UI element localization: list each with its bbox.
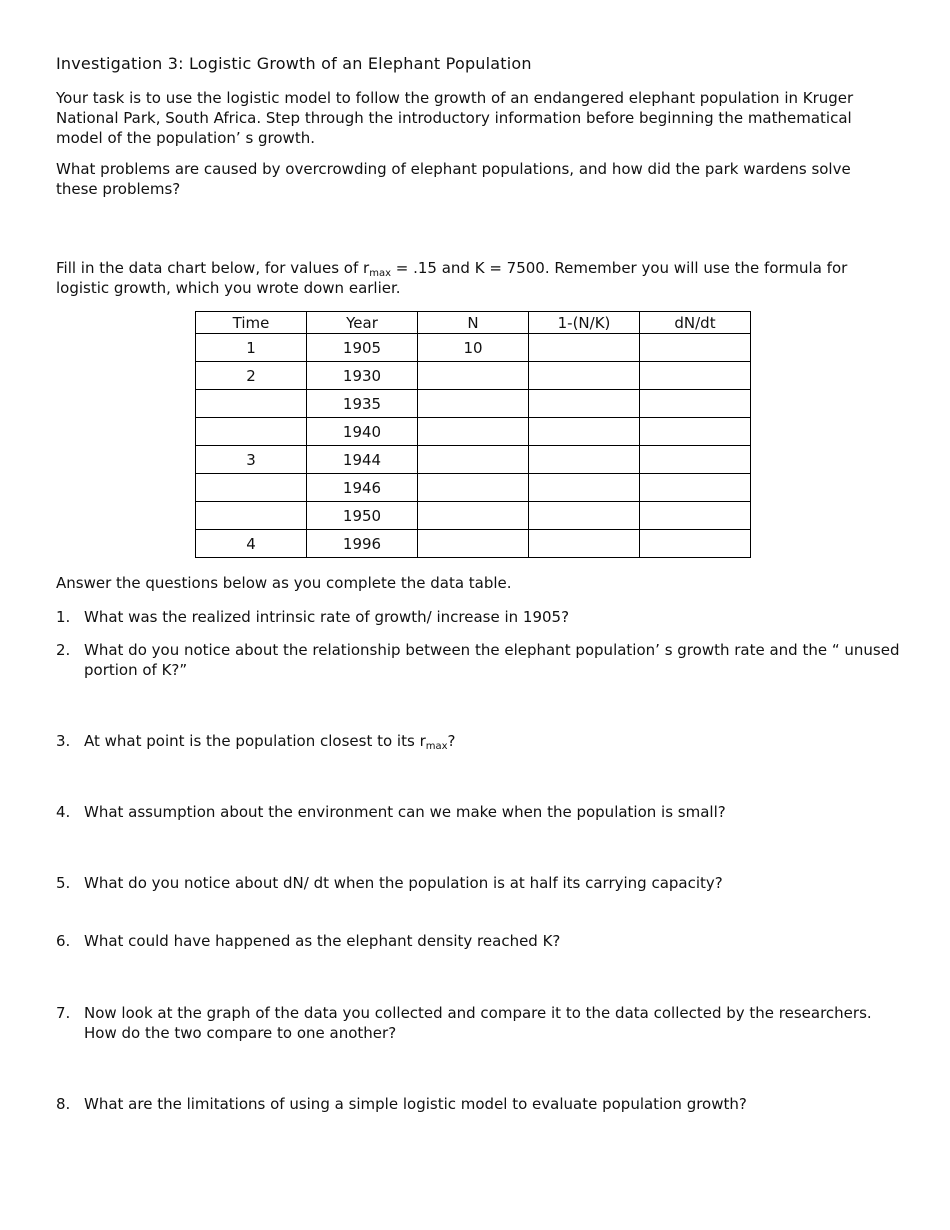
question-text: What are the limitations of using a simple logistic model to evaluate population growth? [84, 1095, 747, 1113]
cell-dn-dt [640, 362, 751, 390]
cell-n [418, 474, 529, 502]
cell-time [196, 390, 307, 418]
header-year: Year [307, 312, 418, 334]
question-text: What do you notice about the relationship between the elephant population’ s growth rate and the “ unused portion of K?” [84, 641, 900, 679]
question-number: 1. [56, 608, 71, 626]
question-text: What assumption about the environment can we make when the population is small? [84, 803, 726, 821]
table-row [196, 334, 751, 362]
intro-paragraph: Your task is to use the logistic model to follow the growth of an endangered elephant population in Kruger National Park, South Africa. Step through the introductory information before beginning the mathematical model of the population’ s growth. [56, 89, 854, 147]
table-row [196, 530, 751, 558]
page-title: Investigation 3: Logistic Growth of an Elephant Population [56, 54, 532, 73]
question-item [56, 931, 906, 951]
cell-time [196, 418, 307, 446]
question-number: 4. [56, 803, 71, 821]
cell-unused-k [529, 418, 640, 446]
cell-unused-k [529, 502, 640, 530]
cell-year: 1930 [307, 362, 418, 390]
cell-n [418, 502, 529, 530]
cell-time: 2 [196, 362, 307, 390]
cell-year: 1940 [307, 418, 418, 446]
table-row [196, 362, 751, 390]
question-item [56, 640, 906, 680]
cell-dn-dt [640, 474, 751, 502]
data-table [195, 311, 751, 558]
cell-time: 1 [196, 334, 307, 362]
question-item [56, 1094, 906, 1114]
cell-year: 1996 [307, 530, 418, 558]
cell-n [418, 418, 529, 446]
question-number: 3. [56, 732, 71, 750]
cell-n [418, 446, 529, 474]
cell-dn-dt [640, 530, 751, 558]
question-number: 8. [56, 1095, 71, 1113]
problems-prompt: What problems are caused by overcrowding of elephant populations, and how did the park wardens solve these problems? [56, 160, 851, 198]
cell-dn-dt [640, 418, 751, 446]
cell-unused-k [529, 334, 640, 362]
question-text: What could have happened as the elephant density reached K? [84, 932, 561, 950]
cell-time: 4 [196, 530, 307, 558]
cell-unused-k [529, 474, 640, 502]
cell-time [196, 502, 307, 530]
header-time: Time [196, 312, 307, 334]
cell-n: 10 [418, 334, 529, 362]
answer-intro: Answer the questions below as you complete the data table. [56, 574, 512, 592]
question-number: 6. [56, 932, 71, 950]
r-max-subscript: max [369, 268, 391, 279]
question-item [56, 802, 906, 822]
fill-instructions-before: Fill in the data chart below, for values of r [56, 259, 370, 277]
cell-unused-k [529, 362, 640, 390]
cell-n [418, 530, 529, 558]
question-text: What was the realized intrinsic rate of growth/ increase in 1905? [84, 608, 570, 626]
r-max-subscript: max [425, 741, 448, 752]
cell-unused-k [529, 446, 640, 474]
cell-year: 1905 [307, 334, 418, 362]
question-text-after: ? [447, 732, 456, 750]
cell-dn-dt [640, 334, 751, 362]
question-text [84, 731, 906, 751]
question-number: 2. [56, 641, 71, 659]
cell-time: 3 [196, 446, 307, 474]
question-text: What do you notice about dN/ dt when the population is at half its carrying capacity? [84, 874, 723, 892]
fill-instructions [56, 258, 886, 298]
cell-n [418, 362, 529, 390]
fill-instructions-after: = .15 and K = 7500. Remember you will use the formula for logistic growth, which you wrote down earlier. [56, 259, 848, 297]
question-item [56, 1003, 906, 1043]
table-row [196, 474, 751, 502]
question-item [56, 607, 906, 627]
header-n: N [418, 312, 529, 334]
table-row [196, 446, 751, 474]
cell-year: 1935 [307, 390, 418, 418]
cell-n [418, 390, 529, 418]
question-item [56, 731, 906, 751]
cell-unused-k [529, 530, 640, 558]
cell-time [196, 474, 307, 502]
header-dn-dt: dN/dt [640, 312, 751, 334]
question-item [56, 873, 906, 893]
cell-year: 1946 [307, 474, 418, 502]
cell-unused-k [529, 390, 640, 418]
cell-year: 1950 [307, 502, 418, 530]
table-header-row [196, 312, 751, 334]
question-text: Now look at the graph of the data you collected and compare it to the data collected by the researchers. How do the two compare to one another? [84, 1004, 872, 1042]
table-row [196, 390, 751, 418]
question-number: 5. [56, 874, 71, 892]
header-unused-k: 1-(N/K) [529, 312, 640, 334]
cell-dn-dt [640, 502, 751, 530]
question-text-before: At what point is the population closest to its r [84, 732, 426, 750]
cell-dn-dt [640, 446, 751, 474]
cell-year: 1944 [307, 446, 418, 474]
table-row [196, 418, 751, 446]
question-number: 7. [56, 1004, 71, 1022]
table-row [196, 502, 751, 530]
cell-dn-dt [640, 390, 751, 418]
